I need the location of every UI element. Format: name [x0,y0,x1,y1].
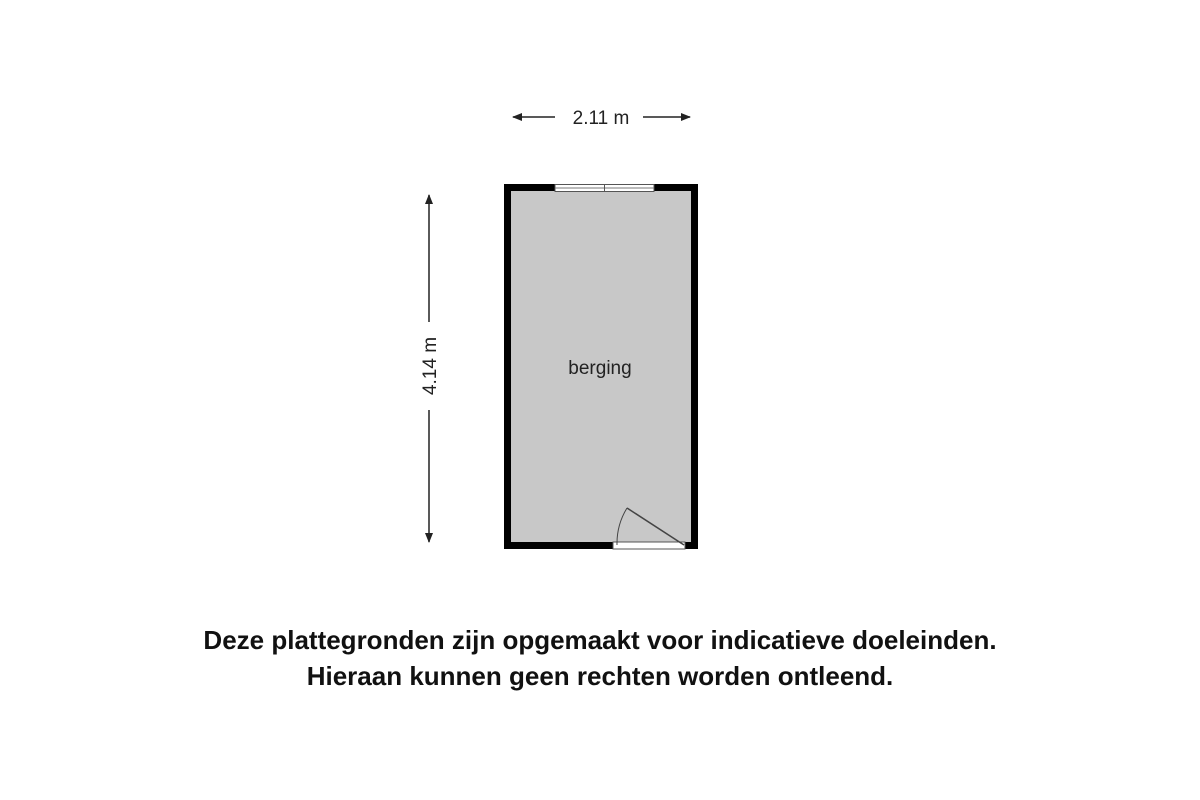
height-dimension [420,195,441,542]
disclaimer-line-1: Deze plattegronden zijn opgemaakt voor indicatieve doeleinden. [203,625,997,655]
window [555,185,654,192]
disclaimer-line-2: Hieraan kunnen geen rechten worden ontleend. [306,661,894,691]
disclaimer [0,622,1200,694]
height-dimension-label: 4.14 m [420,336,441,396]
room-berging [508,185,695,550]
width-dimension [513,108,690,129]
width-dimension-label: 2.11 m [572,108,630,129]
door-opening [613,542,685,549]
room-label: berging [568,358,632,379]
